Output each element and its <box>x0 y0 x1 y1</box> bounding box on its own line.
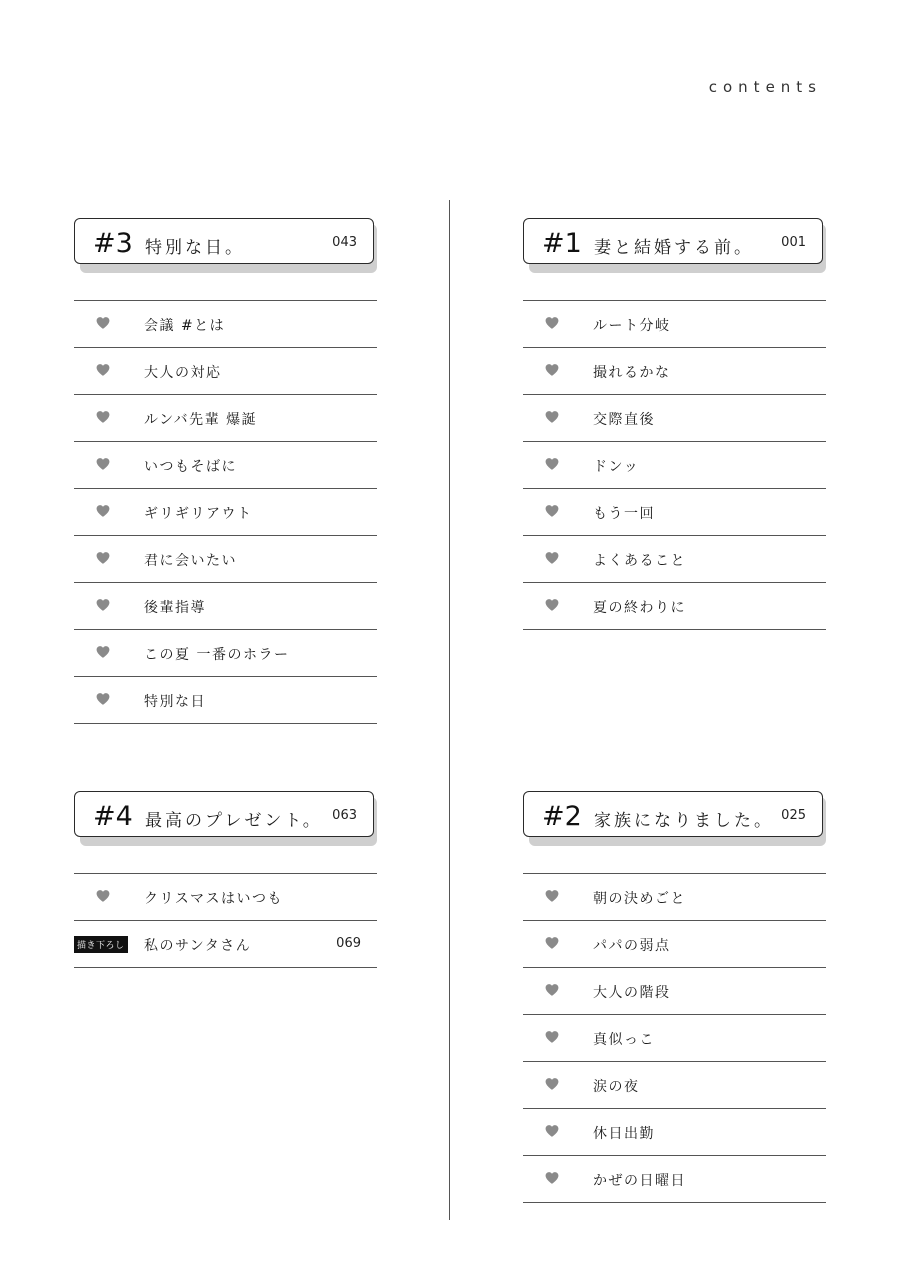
heart-icon <box>545 363 559 377</box>
heart-icon <box>96 598 110 612</box>
section-number: #3 <box>93 228 133 259</box>
list-item[interactable] <box>523 1109 826 1156</box>
header-box <box>74 791 374 837</box>
header-box <box>523 218 823 264</box>
item-title: もう一回 <box>593 506 655 522</box>
episode-list <box>74 300 377 724</box>
heart-icon <box>545 410 559 424</box>
heart-icon <box>545 983 559 997</box>
heart-icon <box>96 504 110 518</box>
heart-icon <box>545 889 559 903</box>
list-item[interactable] <box>74 395 377 442</box>
heart-icon <box>545 457 559 471</box>
item-title: ルート分岐 <box>593 318 671 334</box>
heart-icon <box>545 551 559 565</box>
center-divider <box>449 200 450 1220</box>
section-3 <box>74 218 377 724</box>
heart-icon <box>96 316 110 330</box>
episode-list <box>74 873 377 968</box>
item-title: この夏 一番のホラー <box>144 647 290 663</box>
list-item[interactable] <box>523 874 826 921</box>
list-item[interactable] <box>74 348 377 395</box>
item-title: ギリギリアウト <box>144 506 253 522</box>
item-title: 交際直後 <box>593 412 655 428</box>
list-item[interactable] <box>74 536 377 583</box>
heart-icon <box>96 692 110 706</box>
section-title: 最高のプレゼント。 <box>145 811 323 831</box>
list-item[interactable] <box>74 442 377 489</box>
item-title: 真似っこ <box>593 1032 655 1048</box>
list-item[interactable] <box>523 968 826 1015</box>
item-title: 特別な日 <box>144 694 206 710</box>
list-item[interactable] <box>523 1062 826 1109</box>
section-number: #4 <box>93 801 133 832</box>
episode-list <box>523 873 826 1203</box>
section-4 <box>74 791 377 968</box>
list-item[interactable] <box>74 301 377 348</box>
section-page: 001 <box>781 235 806 250</box>
item-title: 会議 #とは <box>144 318 226 334</box>
heart-icon <box>96 363 110 377</box>
header-box <box>74 218 374 264</box>
header-box <box>523 791 823 837</box>
list-item[interactable] <box>523 348 826 395</box>
heart-icon <box>96 889 110 903</box>
item-title: 後輩指導 <box>144 600 206 616</box>
item-title: よくあること <box>593 553 686 569</box>
section-page: 025 <box>781 808 806 823</box>
item-title: 撮れるかな <box>593 365 671 381</box>
item-title: 朝の決めごと <box>593 891 686 907</box>
section-1 <box>523 218 826 630</box>
heart-icon <box>96 410 110 424</box>
list-item[interactable] <box>74 874 377 921</box>
section-title: 特別な日。 <box>145 238 245 258</box>
list-item[interactable] <box>523 395 826 442</box>
list-item[interactable] <box>523 583 826 630</box>
contents-heading: contents <box>708 78 822 96</box>
section-title: 家族になりました。 <box>594 811 774 831</box>
section-number: #2 <box>542 801 582 832</box>
list-item[interactable] <box>523 536 826 583</box>
section-2 <box>523 791 826 1203</box>
list-item[interactable] <box>74 630 377 677</box>
section-page: 063 <box>332 808 357 823</box>
item-title: クリスマスはいつも <box>144 891 283 907</box>
list-item[interactable] <box>523 301 826 348</box>
item-title: 休日出勤 <box>593 1126 655 1142</box>
heart-icon <box>96 551 110 565</box>
section-header <box>523 791 826 846</box>
list-item[interactable] <box>523 489 826 536</box>
section-title: 妻と結婚する前。 <box>594 238 754 258</box>
list-item[interactable] <box>523 442 826 489</box>
item-title: 君に会いたい <box>144 553 237 569</box>
section-header <box>523 218 826 273</box>
list-item[interactable] <box>74 677 377 724</box>
list-item[interactable] <box>74 489 377 536</box>
item-title: ドンッ <box>593 459 640 475</box>
item-title: ルンバ先輩 爆誕 <box>144 412 258 428</box>
item-title: 涙の夜 <box>593 1079 640 1095</box>
item-title: いつもそばに <box>144 459 237 475</box>
item-page: 069 <box>336 936 361 951</box>
heart-icon <box>545 1171 559 1185</box>
section-header <box>74 791 377 846</box>
heart-icon <box>545 504 559 518</box>
episode-list <box>523 300 826 630</box>
item-title: かぜの日曜日 <box>593 1173 686 1189</box>
heart-icon <box>545 598 559 612</box>
heart-icon <box>545 1124 559 1138</box>
heart-icon <box>545 316 559 330</box>
list-item[interactable] <box>523 921 826 968</box>
section-number: #1 <box>542 228 582 259</box>
heart-icon <box>96 457 110 471</box>
heart-icon <box>545 936 559 950</box>
list-item[interactable] <box>74 583 377 630</box>
list-item[interactable] <box>523 1015 826 1062</box>
item-title: 夏の終わりに <box>593 600 686 616</box>
section-header <box>74 218 377 273</box>
heart-icon <box>545 1030 559 1044</box>
item-title: 私のサンタさん <box>144 938 252 954</box>
list-item[interactable] <box>523 1156 826 1203</box>
item-title: パパの弱点 <box>593 938 671 954</box>
heart-icon <box>545 1077 559 1091</box>
bonus-badge: 描き下ろし <box>74 936 128 953</box>
section-page: 043 <box>332 235 357 250</box>
heart-icon <box>96 645 110 659</box>
item-title: 大人の対応 <box>144 365 222 381</box>
list-item-bonus[interactable] <box>74 921 377 968</box>
item-title: 大人の階段 <box>593 985 671 1001</box>
